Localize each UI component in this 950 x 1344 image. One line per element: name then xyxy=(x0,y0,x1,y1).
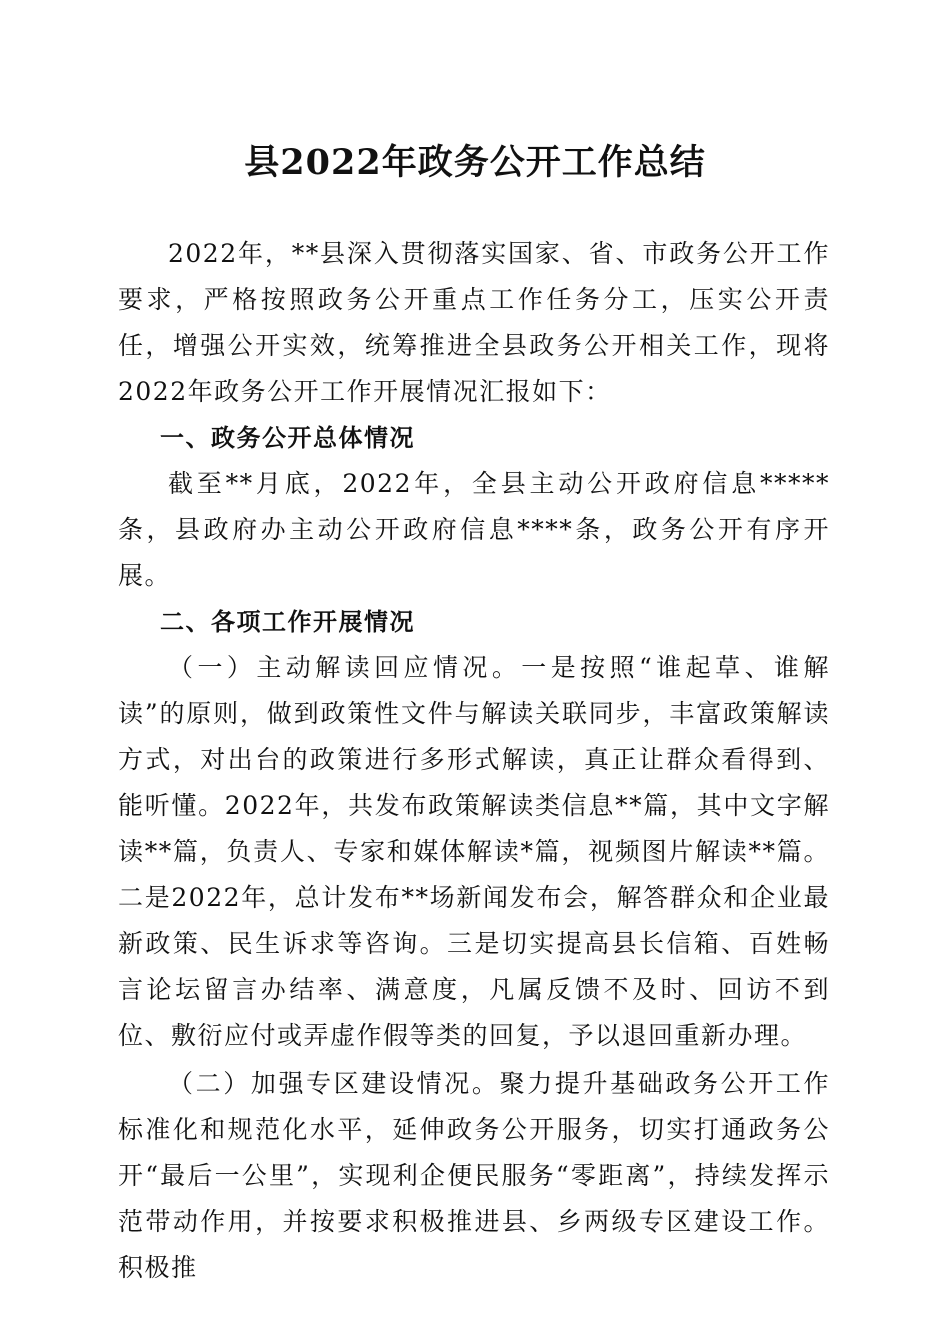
document-body xyxy=(118,231,830,1291)
section-1-paragraph: 截至**月底，2022年，全县主动公开政府信息*****条，县政府办主动公开政府信息****条，政务公开有序开展。 xyxy=(118,469,830,590)
section-2-item-1-paragraph: （一）主动解读回应情况。一是按照“谁起草、谁解读”的原则，做到政策性文件与解读关联同步，丰富政策解读方式，对出台的政策进行多形式解读，真正让群众看得到、能听懂。2022年，共发布政策解读类信息**篇，其中文字解读**篇，负责人、专家和媒体解读*篇，视频图片解读**篇。二是2022年，总计发布**场新闻发布会，解答群众和企业最新政策、民生诉求等咨询。三是切实提高县长信箱、百姓畅言论坛留言办结率、满意度，凡属反馈不及时、回访不到位、敷衍应付或弄虚作假等类的回复，予以退回重新办理。 xyxy=(118,653,830,1050)
document-title: 县2022年政务公开工作总结 xyxy=(244,142,706,183)
section-2-item-2-paragraph: （二）加强专区建设情况。聚力提升基础政务公开工作标准化和规范化水平，延伸政务公开服务，切实打通政务公开“最后一公里”，实现利企便民服务“零距离”，持续发挥示范带动作用，并按要求积极推进县、乡两级专区建设工作。积极推 xyxy=(118,1069,830,1282)
intro-paragraph: 2022年，**县深入贯彻落实国家、省、市政务公开工作要求，严格按照政务公开重点工作任务分工，压实公开责任，增强公开实效，统筹推进全县政务公开相关工作，现将2022年政务公开工作开展情况汇报如下： xyxy=(118,239,830,406)
section-2-heading: 二、各项工作开展情况 xyxy=(160,608,415,636)
section-1-heading: 一、政务公开总体情况 xyxy=(160,424,415,452)
